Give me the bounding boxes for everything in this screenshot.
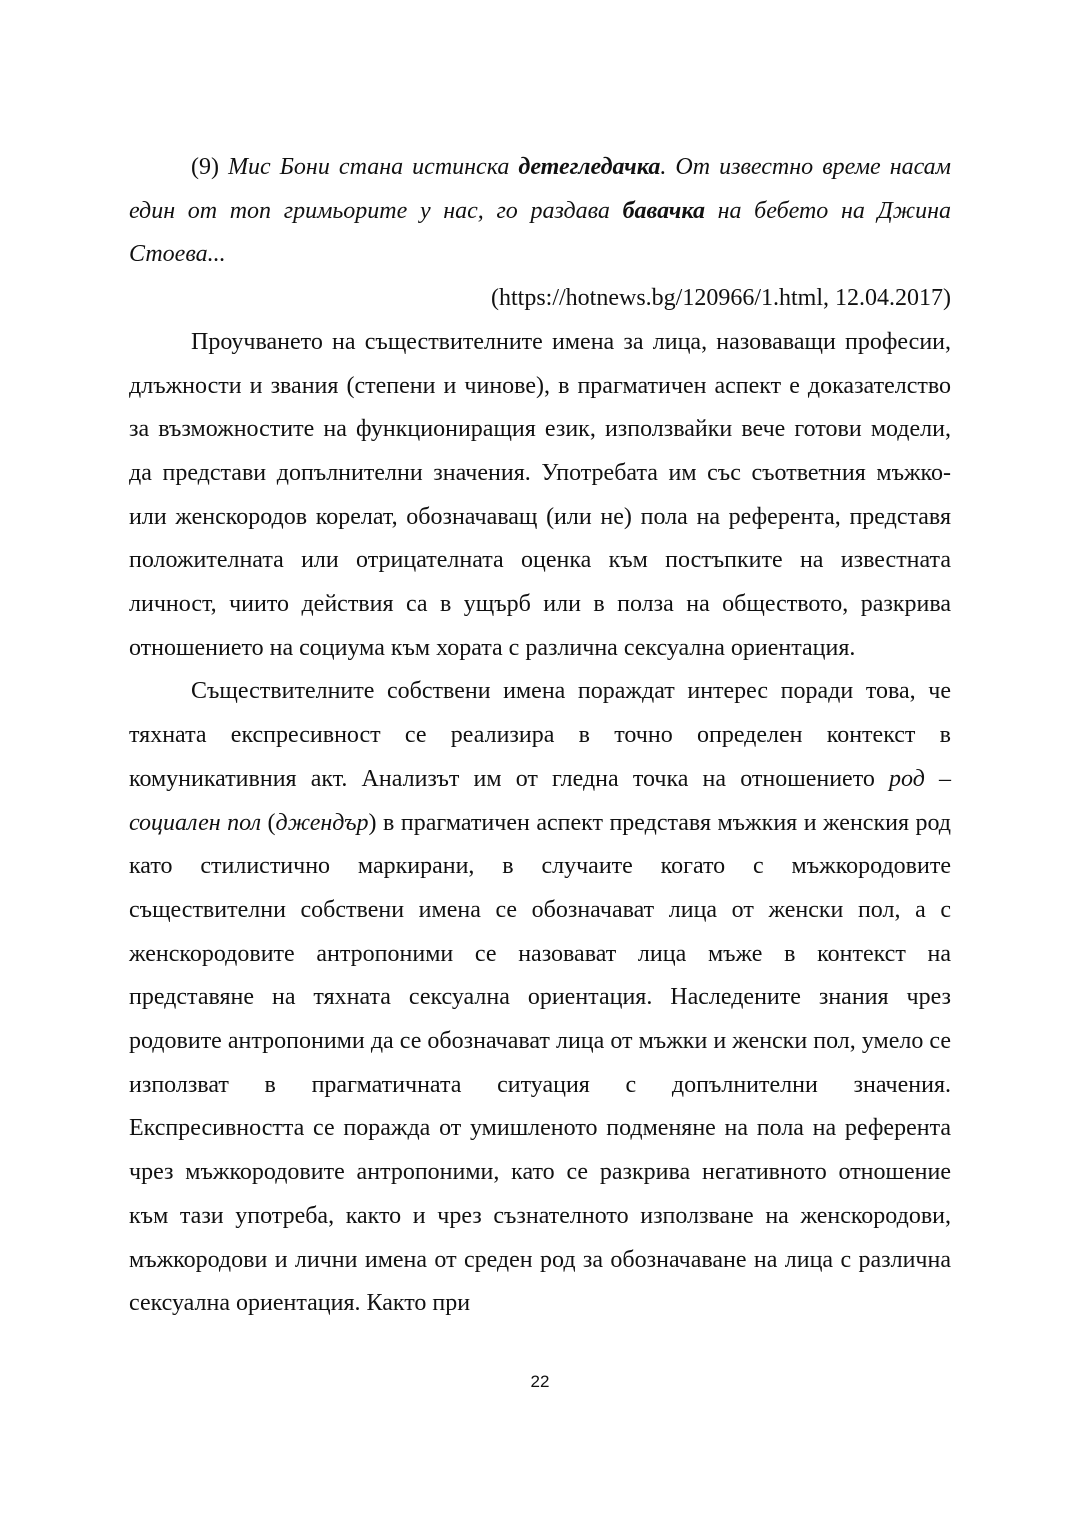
example-9 xyxy=(129,146,951,277)
document-body xyxy=(129,146,951,1326)
paragraph-proper-names xyxy=(129,670,951,1326)
paragraph-2-part-1: Съществителните собствени имена пораждат интерес поради това, че тяхната експресивност се реализира в точно определен контекст в комуникативния акт. Анализът им от гледна точка на отношението xyxy=(129,678,951,792)
example-number: (9) xyxy=(191,154,219,180)
paragraph-2-part-2: ( xyxy=(267,809,276,836)
paragraph-2-italic-term-2: джендър xyxy=(275,809,369,836)
paragraph-2-italic-term-1: род – социален пол xyxy=(129,765,952,836)
example-bold-term-1: детегледачка xyxy=(518,154,661,180)
example-bold-term-2: бавачка xyxy=(622,197,705,224)
paragraph-professions: Проучването на съществителните имена за лица, назоваващи професии, длъжности и звания (степени и чинове), в прагматичен аспект е доказателство за възможностите на функциониращия език, използвайки вече готови модели, да представи допълнителни значения. Употребата им със съответния мъжко- или женскородов корелат, обозначаващ (или не) пола на референта, представя положителната или отрицателната оценка към постъпките на известната личност, чиито действия са в ущърб или в полза на обществото, разкрива отношението на социума към хората с различна сексуална ориентация. xyxy=(129,328,951,661)
example-text-part-1: Мис Бони стана истинска xyxy=(228,154,510,180)
example-text-part-2: . От известно време насам един от топ гримьорите у нас, го раздава xyxy=(129,154,952,224)
page-number: 22 xyxy=(530,1372,550,1391)
example-text-part-3: на бебето на Джина Стоева... xyxy=(129,197,952,268)
example-citation: (https://hotnews.bg/120966/1.html, 12.04.2017) xyxy=(491,285,951,312)
paragraph-2-part-3: ) в прагматичен аспект представя мъжкия и женския род като стилистично маркирани, в случаите когато с мъжкородовите съществителни собствени имена се обозначават лица от женски пол, а с женскородовите антропоними се назовават лица мъже в контекст на представяне на тяхната сексуална ориентация. Наследените знания чрез родовите антропоними да се обозначават лица от мъжки и женски пол, умело се използват в прагматичната ситуация с допълнителни значения. Експресивността се поражда от умишленото подменяне на пола на референта чрез мъжкородовите антропоними, като се разкрива негативното отношение към тази употреба, както и чрез съзнателното използване на женскородови, мъжкородови и лични имена от среден род за обозначаване на лица с различна сексуална ориентация. Както при xyxy=(129,809,952,1317)
